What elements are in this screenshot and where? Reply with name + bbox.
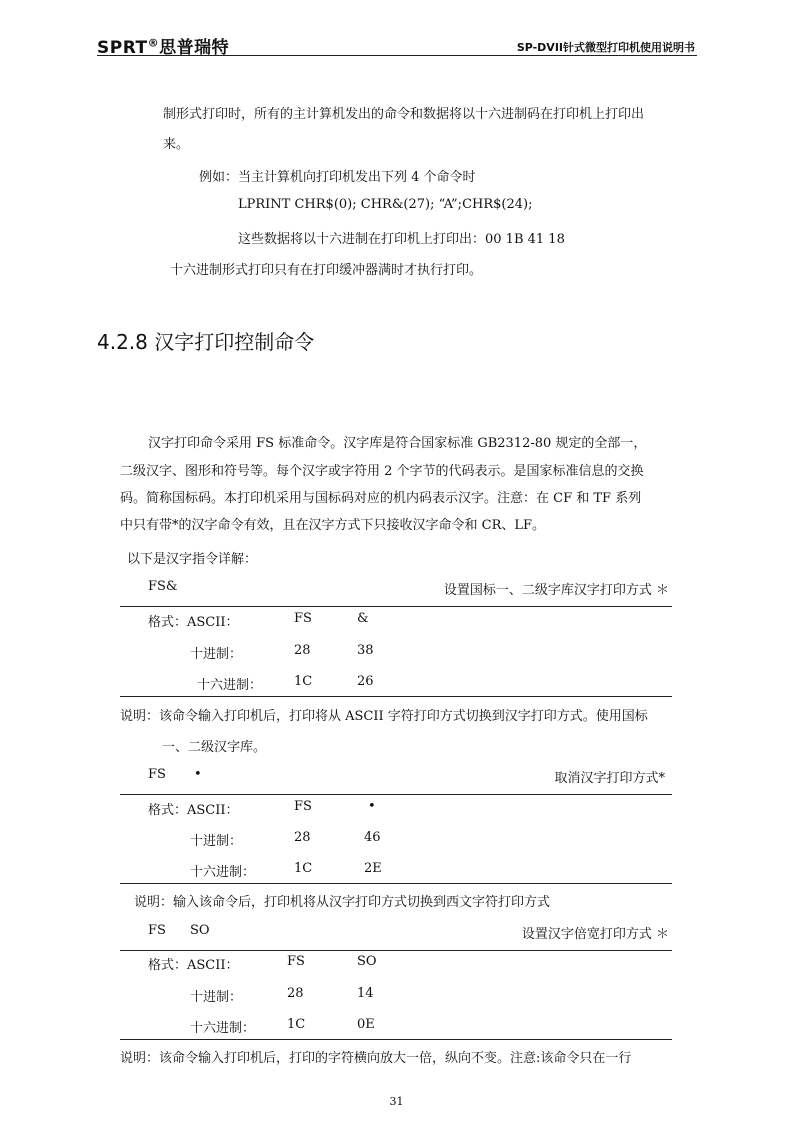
command-description: 取消汉字打印方式* <box>554 771 665 786</box>
command-divider <box>120 950 672 951</box>
page-number: 31 <box>389 1095 404 1108</box>
example-label: 例如：当主计算机向打印机发出下列 4 个命令时 <box>199 170 476 185</box>
header-divider <box>97 55 697 56</box>
ascii-byte-2: • <box>368 799 376 814</box>
example-code: LPRINT CHR$(0); CHR&(27); “A”;CHR$(24); <box>238 197 533 212</box>
command-divider <box>120 696 672 697</box>
logo-chinese-name: 思普瑞特 <box>159 38 230 58</box>
hex-byte-1: 1C <box>287 1017 306 1032</box>
format-label: 格式：ASCII： <box>148 615 239 630</box>
decimal-byte-1: 28 <box>294 643 311 658</box>
command-note-line-1: 说明：该命令输入打印机后，打印的字符横向放大一倍，纵向不变。注意:该命令只在一行 <box>120 1051 632 1066</box>
command-name-param: • <box>194 767 202 782</box>
command-note-line-1: 说明：该命令输入打印机后，打印将从 ASCII 字符打印方式切换到汉字打印方式。使用国标 <box>120 709 648 724</box>
hex-byte-1: 1C <box>294 674 313 689</box>
command-name-param: SO <box>190 923 210 938</box>
hex-mode-note: 十六进制形式打印只有在打印缓冲器满时才执行打印。 <box>170 263 483 278</box>
ascii-byte-1: FS <box>294 799 312 814</box>
decimal-byte-1: 28 <box>287 986 304 1001</box>
decimal-label: 十进制： <box>190 834 243 849</box>
decimal-byte-2: 14 <box>357 986 374 1001</box>
logo-registered-mark: ® <box>147 36 160 50</box>
hex-label: 十六进制： <box>190 1021 256 1036</box>
command-note-line-2: 一、二级汉字库。 <box>162 740 267 755</box>
hex-label: 十六进制： <box>190 865 256 880</box>
ascii-byte-1: FS <box>294 611 312 626</box>
decimal-label: 十进制： <box>190 990 243 1005</box>
logo-text: SPRT <box>97 38 148 58</box>
hex-byte-2: 26 <box>357 674 374 689</box>
command-description: 设置汉字倍宽打印方式 ＊ <box>521 927 669 942</box>
hex-byte-2: 2E <box>364 861 382 876</box>
ascii-byte-2: & <box>357 611 369 626</box>
command-divider <box>120 883 672 884</box>
para-line-4: 中只有带*的汉字命令有效，且在汉字方式下只接收汉字命令和 CR、LF。 <box>120 518 546 533</box>
format-label: 格式：ASCII： <box>148 803 239 818</box>
para-line-2: 二级汉字、图形和符号等。每个汉字或字符用 2 个字节的代码表示。是国家标准信息的交换 <box>120 464 644 479</box>
hex-byte-2: 0E <box>357 1017 375 1032</box>
command-description: 设置国标一、二级字库汉字打印方式 ＊ <box>443 583 669 598</box>
ascii-byte-2: SO <box>357 954 377 969</box>
para-line-1: 汉字打印命令采用 FS 标准命令。汉字库是符合国家标准 GB2312-80 规定的全部一， <box>148 436 647 451</box>
list-intro: 以下是汉字指令详解： <box>127 552 258 567</box>
command-divider <box>120 1039 672 1040</box>
command-name: FS <box>148 767 166 782</box>
command-name: FS& <box>148 579 178 594</box>
intro-line-1: 制形式打印时，所有的主计算机发出的命令和数据将以十六进制码在打印机上打印出 <box>163 107 645 122</box>
decimal-byte-2: 46 <box>364 830 381 845</box>
intro-line-2: 来。 <box>163 137 190 152</box>
decimal-byte-2: 38 <box>357 643 374 658</box>
command-divider <box>120 794 672 795</box>
example-result: 这些数据将以十六进制在打印机上打印出：00 1B 41 18 <box>238 232 565 247</box>
section-heading: 4.2.8 汉字打印控制命令 <box>97 330 315 354</box>
decimal-label: 十进制： <box>190 647 243 662</box>
manual-title: SP-DVII针式微型打印机使用说明书 <box>516 41 695 54</box>
decimal-byte-1: 28 <box>294 830 311 845</box>
format-label: 格式：ASCII： <box>148 958 239 973</box>
para-line-3: 码。简称国标码。本打印机采用与国标码对应的机内码表示汉字。注意：在 CF 和 TF 系列 <box>120 491 642 506</box>
ascii-byte-1: FS <box>287 954 305 969</box>
command-divider <box>120 606 672 607</box>
hex-byte-1: 1C <box>294 861 313 876</box>
command-name: FS <box>148 923 166 938</box>
command-note-line-1: 说明：输入该命令后，打印机将从汉字打印方式切换到西文字符打印方式 <box>134 895 551 910</box>
hex-label: 十六进制： <box>197 678 263 693</box>
